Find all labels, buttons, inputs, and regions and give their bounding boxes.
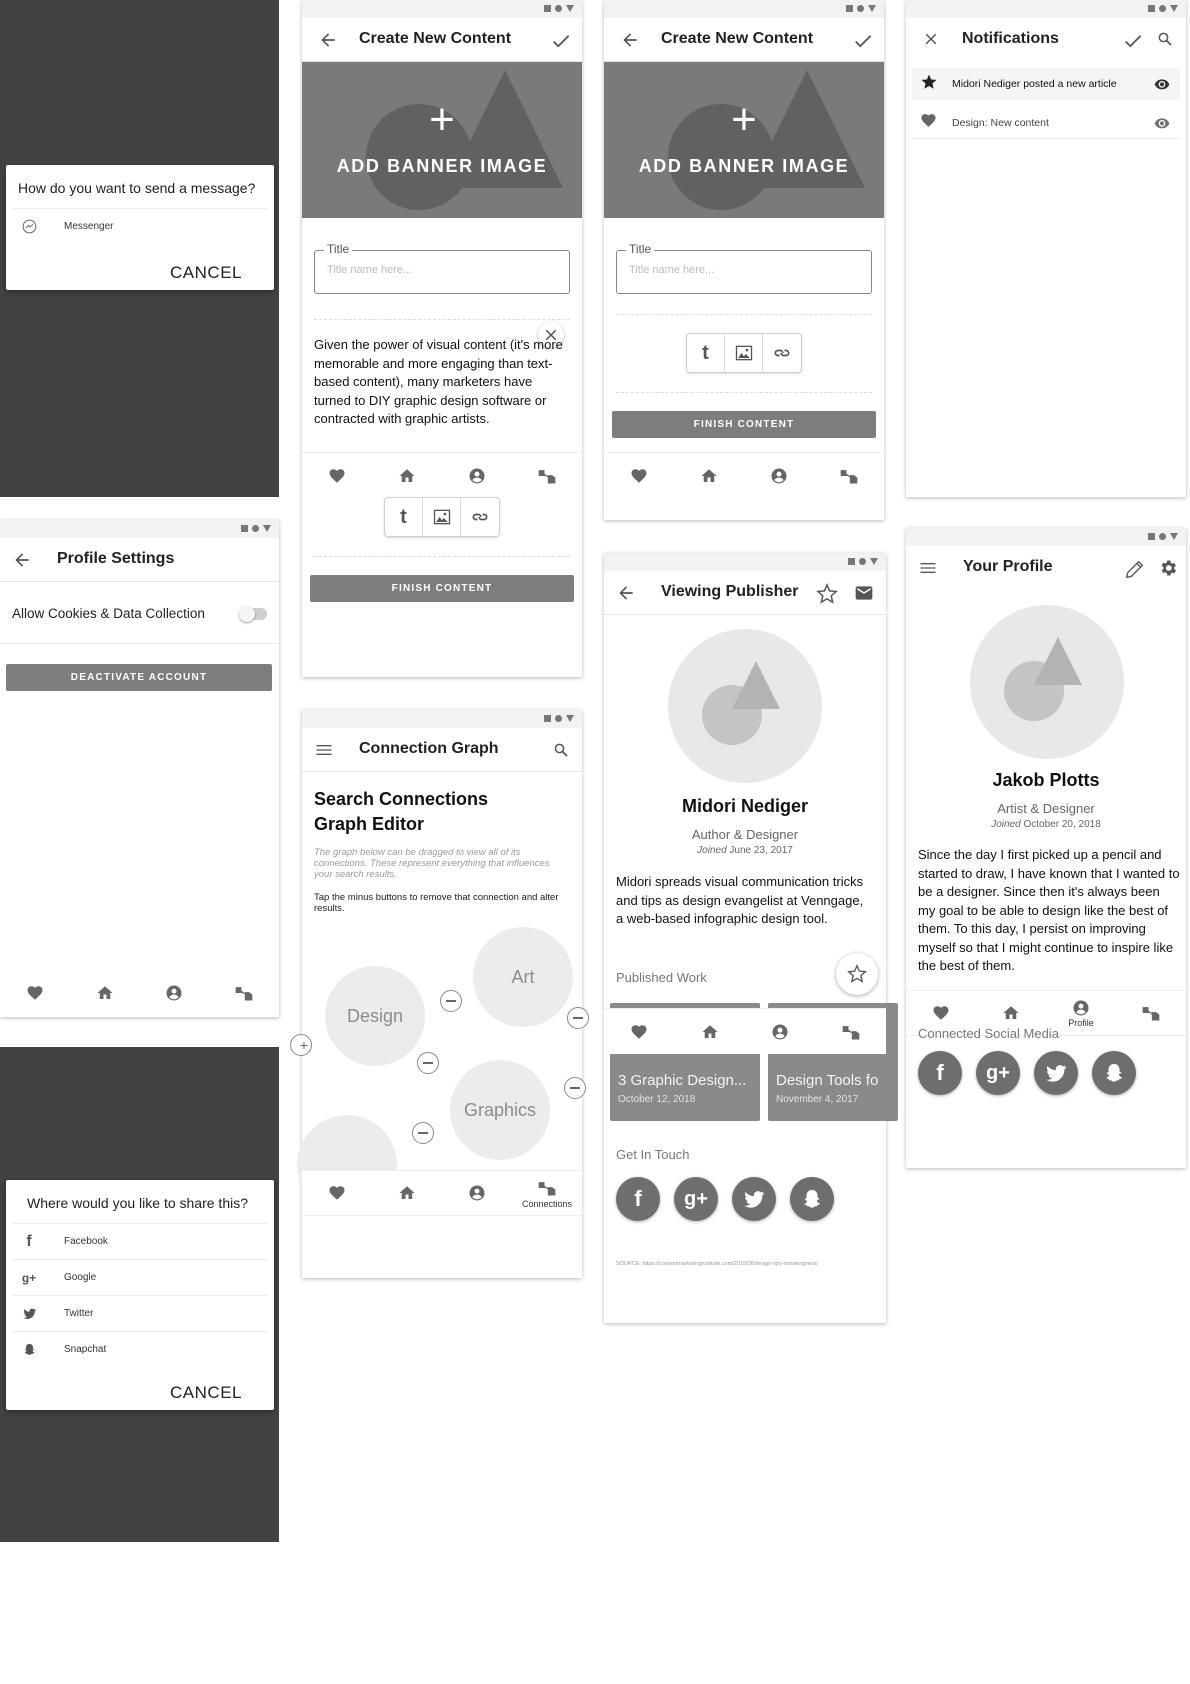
profile-role: Artist & Designer xyxy=(997,801,1095,816)
app-bar xyxy=(906,18,1186,62)
nav-favorites-heart-icon[interactable] xyxy=(312,456,362,496)
image-icon[interactable] xyxy=(725,334,763,372)
view-eye-icon[interactable] xyxy=(1154,115,1170,136)
page-title: Notifications xyxy=(962,30,1059,47)
send-message-overlay xyxy=(0,0,279,497)
back-arrow-icon[interactable] xyxy=(620,30,640,55)
dialog-title: Where would you like to share this? xyxy=(27,1195,248,1211)
mail-icon[interactable] xyxy=(854,583,874,608)
profile-social-links xyxy=(918,1051,1136,1095)
search-icon[interactable] xyxy=(1156,30,1174,53)
menu-icon[interactable] xyxy=(314,740,334,765)
avatar xyxy=(970,605,1124,759)
app-bar xyxy=(0,538,279,582)
graph-node-art[interactable]: Art xyxy=(473,927,573,1027)
title-field[interactable] xyxy=(314,242,570,294)
status-bar xyxy=(0,520,279,538)
get-in-touch-label: Get In Touch xyxy=(616,1147,690,1162)
heart-icon xyxy=(920,112,937,134)
create-content-screen-2 xyxy=(604,0,884,520)
content-toolbar xyxy=(686,333,802,373)
app-bar xyxy=(604,571,886,615)
nav-connections-icon[interactable] xyxy=(219,973,269,1013)
add-connection-button[interactable]: + xyxy=(290,1034,312,1056)
status-bar xyxy=(302,0,582,18)
publisher-bio: Midori spreads visual communication tricks and tips as design evangelist at Venngage, a web-based infographic design tool. xyxy=(616,874,864,926)
link-icon[interactable] xyxy=(461,498,499,536)
share-option-label: Snapchat xyxy=(64,1344,107,1355)
connected-social-media-label: Connected Social Media xyxy=(918,1026,1059,1041)
source-citation: SOURCE: https://contentmarketinginstitute.com/2018/06/design-tips-nondesigners/ xyxy=(616,1261,819,1267)
graph-instruction: Tap the minus buttons to remove that connection and alter results. xyxy=(314,892,559,914)
nav-profile-icon[interactable] xyxy=(452,1173,502,1213)
snapchat-icon[interactable] xyxy=(1092,1051,1136,1095)
dialog-title: How do you want to send a message? xyxy=(18,180,256,196)
twitter-icon xyxy=(12,1306,46,1321)
deactivate-account-button[interactable]: DEACTIVATE ACCOUNT xyxy=(6,664,272,691)
page-title: Create New Content xyxy=(661,30,814,47)
profile-settings-screen xyxy=(0,520,279,1017)
cookies-label: Allow Cookies & Data Collection xyxy=(12,606,205,621)
banner-label: ADD BANNER IMAGE xyxy=(336,156,548,176)
remove-connection-button[interactable] xyxy=(440,990,462,1012)
back-arrow-icon[interactable] xyxy=(318,30,338,55)
nav-connections-icon[interactable] xyxy=(522,456,572,496)
title-input[interactable] xyxy=(629,264,829,276)
cancel-button[interactable]: CANCEL xyxy=(170,1383,242,1402)
image-icon[interactable] xyxy=(423,498,461,536)
profile-name: Jakob Plotts xyxy=(992,770,1100,790)
work-date: October 12, 2018 xyxy=(618,1094,696,1105)
graph-node-design[interactable]: Design xyxy=(325,966,425,1066)
notification-text: Design: New content xyxy=(952,116,1049,129)
published-work-label: Published Work xyxy=(616,970,707,985)
graph-description: The graph below can be dragged to view all of its connections. These represent everything that influences your search results. xyxy=(314,847,550,880)
plus-icon: + xyxy=(731,95,757,144)
nav-profile-icon[interactable] xyxy=(1056,993,1106,1033)
nav-connections-icon[interactable] xyxy=(522,1173,572,1213)
content-toolbar xyxy=(384,497,500,537)
share-option-label: Twitter xyxy=(64,1308,94,1319)
notifications-screen xyxy=(906,0,1186,497)
nav-home-icon[interactable] xyxy=(382,456,432,496)
nav-favorites-heart-icon[interactable] xyxy=(10,973,60,1013)
nav-home-icon[interactable] xyxy=(382,1173,432,1213)
graph-node-graphics[interactable]: Graphics xyxy=(450,1060,550,1160)
edit-pencil-icon[interactable] xyxy=(1124,558,1146,585)
nav-profile-icon[interactable] xyxy=(452,456,502,496)
send-message-dialog xyxy=(6,165,274,290)
remove-connection-button[interactable] xyxy=(567,1007,589,1029)
cancel-button[interactable]: CANCEL xyxy=(170,263,242,282)
remove-connection-button[interactable] xyxy=(412,1122,434,1144)
tumblr-text-icon[interactable]: t xyxy=(385,498,423,536)
remove-connection-button[interactable] xyxy=(564,1077,586,1099)
notification-item[interactable] xyxy=(912,107,1180,139)
gear-icon[interactable] xyxy=(1158,558,1178,583)
close-icon[interactable] xyxy=(922,30,940,53)
nav-connections-icon[interactable] xyxy=(1126,993,1176,1033)
nav-connections-label: Connections xyxy=(521,1198,573,1209)
share-option-snapchat[interactable] xyxy=(12,1331,268,1367)
share-option-label: Google xyxy=(64,1272,97,1283)
status-bar xyxy=(302,710,582,728)
finish-content-button[interactable]: FINISH CONTENT xyxy=(612,411,876,438)
avatar xyxy=(668,629,822,783)
contact-social-links xyxy=(616,1177,834,1221)
nav-connections-icon[interactable] xyxy=(826,1012,876,1052)
page-title: Profile Settings xyxy=(57,550,175,567)
title-field-label: Title xyxy=(324,242,352,256)
app-bar xyxy=(604,18,884,62)
facebook-icon[interactable]: f xyxy=(616,1177,660,1221)
tumblr-text-icon[interactable]: t xyxy=(687,334,725,372)
nav-favorites-heart-icon[interactable] xyxy=(614,456,664,496)
favorite-star-fab[interactable] xyxy=(836,953,878,995)
bottom-nav xyxy=(302,452,582,498)
nav-favorites-heart-icon[interactable] xyxy=(614,1012,664,1052)
page-title: Your Profile xyxy=(963,558,1053,575)
nav-profile-icon[interactable] xyxy=(755,1012,805,1052)
page-title: Viewing Publisher xyxy=(661,583,799,600)
share-option-label: Facebook xyxy=(64,1236,108,1247)
finish-content-button[interactable]: FINISH CONTENT xyxy=(310,575,574,602)
your-profile-screen xyxy=(906,528,1186,1168)
page-title: Create New Content xyxy=(359,30,512,47)
viewing-publisher-screen xyxy=(604,553,886,1323)
profile-joined: Joined October 20, 2018 xyxy=(991,819,1101,830)
nav-home-icon[interactable] xyxy=(685,1012,735,1052)
page-title: Connection Graph xyxy=(359,740,499,757)
bottom-nav xyxy=(604,452,884,498)
app-bar xyxy=(302,728,582,772)
title-field[interactable] xyxy=(616,242,872,294)
work-title: Design Tools fo xyxy=(776,1072,879,1089)
work-title: 3 Graphic Design... xyxy=(618,1072,747,1089)
share-option-messenger[interactable] xyxy=(12,208,268,244)
title-field-label: Title xyxy=(626,242,654,256)
content-body-text[interactable]: Given the power of visual content (it's more memorable and more engaging than text-based content), many marketers have turned to DIY graphic design software or contracted with graphic artists. xyxy=(314,337,563,426)
search-icon[interactable] xyxy=(552,741,570,764)
notification-item[interactable] xyxy=(912,68,1180,100)
google-plus-icon: g+ xyxy=(21,1270,37,1285)
plus-icon: + xyxy=(429,95,455,144)
nav-home-icon[interactable] xyxy=(684,456,734,496)
nav-connections-icon[interactable] xyxy=(824,456,874,496)
share-overlay xyxy=(0,1047,279,1542)
work-date: November 4, 2017 xyxy=(776,1094,859,1105)
title-input[interactable] xyxy=(327,264,527,276)
add-banner-image-button[interactable] xyxy=(302,62,582,218)
bottom-nav xyxy=(302,1170,582,1216)
snapchat-icon[interactable] xyxy=(790,1177,834,1221)
nav-profile-icon[interactable] xyxy=(754,456,804,496)
favorite-star-icon[interactable] xyxy=(816,583,838,610)
nav-favorites-heart-icon[interactable] xyxy=(312,1173,362,1213)
banner-label: ADD BANNER IMAGE xyxy=(638,156,850,176)
share-option-twitter[interactable] xyxy=(12,1295,268,1331)
messenger-icon xyxy=(12,218,46,235)
bottom-nav xyxy=(0,970,279,1016)
add-banner-image-button[interactable] xyxy=(604,62,884,218)
check-icon[interactable] xyxy=(550,30,572,57)
status-bar xyxy=(604,553,886,571)
notification-text: Midori Nediger posted a new article xyxy=(952,78,1117,90)
graph-heading: Search Connections Graph Editor xyxy=(314,789,489,834)
app-bar xyxy=(302,18,582,62)
remove-connection-button[interactable] xyxy=(417,1052,439,1074)
app-bar xyxy=(906,546,1186,590)
bottom-nav xyxy=(604,1008,886,1054)
share-option-facebook[interactable] xyxy=(12,1223,268,1259)
snapchat-icon xyxy=(12,1342,46,1357)
mark-all-read-check-icon[interactable] xyxy=(1122,30,1144,57)
cookies-toggle[interactable] xyxy=(241,608,267,620)
nav-profile-icon[interactable] xyxy=(149,973,199,1013)
status-bar xyxy=(906,528,1186,546)
status-bar xyxy=(906,0,1186,18)
menu-icon[interactable] xyxy=(918,558,938,583)
google-plus-icon[interactable]: g+ xyxy=(976,1051,1020,1095)
profile-bio: Since the day I first picked up a pencil and started to draw, I have known that I wanted to be a designer. Since then it's always been my goal to be able to design like the best of them. To this day, I persist on improving myself so that I might continue to inspire like the best of them. xyxy=(918,847,1180,973)
share-option-label: Messenger xyxy=(64,221,114,232)
google-plus-icon[interactable]: g+ xyxy=(674,1177,718,1221)
link-icon[interactable] xyxy=(763,334,801,372)
facebook-icon[interactable]: f xyxy=(918,1051,962,1095)
publisher-joined: Joined June 23, 2017 xyxy=(697,845,793,856)
facebook-icon: f xyxy=(26,1232,32,1250)
publisher-role: Author & Designer xyxy=(691,827,799,842)
back-arrow-icon[interactable] xyxy=(12,550,32,575)
nav-profile-label: Profile xyxy=(1068,1017,1094,1028)
twitter-icon[interactable] xyxy=(732,1177,776,1221)
publisher-name: Midori Nediger xyxy=(681,796,808,816)
connection-graph-screen xyxy=(299,710,582,1278)
share-option-google[interactable] xyxy=(12,1259,268,1295)
nav-home-icon[interactable] xyxy=(80,973,130,1013)
cookies-setting-row xyxy=(0,582,279,644)
share-dialog xyxy=(6,1180,274,1410)
create-content-screen-1 xyxy=(302,0,582,677)
twitter-icon[interactable] xyxy=(1034,1051,1078,1095)
star-icon xyxy=(920,73,938,96)
profile-bio-container xyxy=(918,846,1180,1011)
back-arrow-icon[interactable] xyxy=(616,583,636,608)
view-eye-icon[interactable] xyxy=(1154,76,1170,97)
check-icon[interactable] xyxy=(852,30,874,57)
status-bar xyxy=(604,0,884,18)
